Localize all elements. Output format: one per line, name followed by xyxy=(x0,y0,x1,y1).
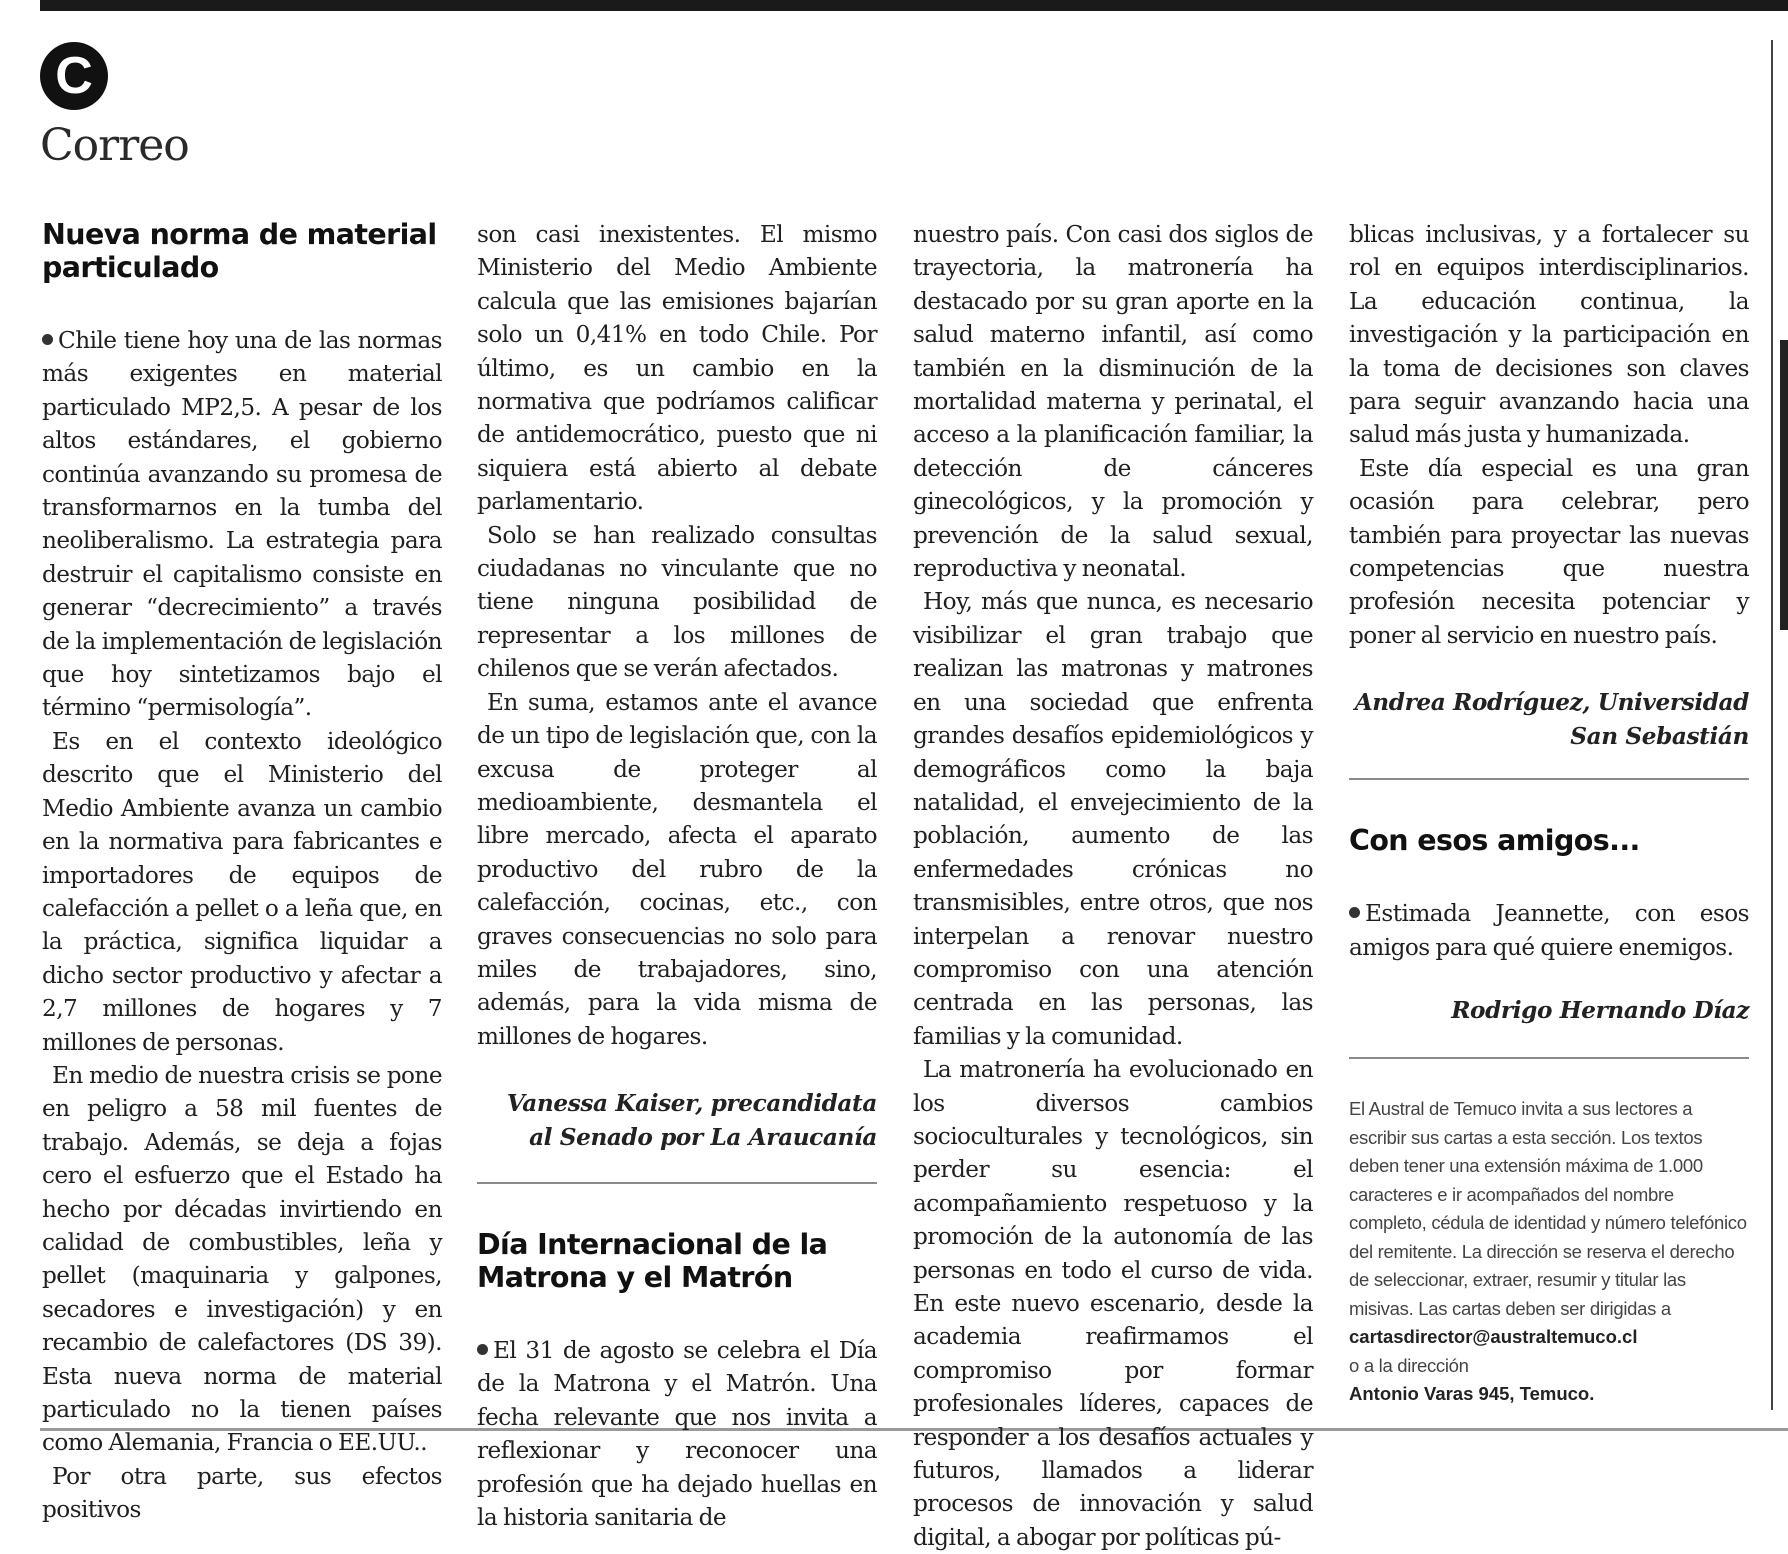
letter-1-paragraph: En suma, estamos ante el avance de un tipo de legislación que, con la excusa de proteger al medioambiente, desmantela el libre mercado, afecta el aparato productivo del rubro de la calefacción, cocinas, etc., con graves consecuencias no solo para miles de trabajadores, sino, además, para la vida misma de millones de hogares. xyxy=(477,688,877,1050)
divider xyxy=(1349,778,1749,780)
submission-note-connector: o a la dirección xyxy=(1349,1354,1469,1376)
bullet-icon xyxy=(42,334,53,345)
letter-2-paragraph: nuestro país. Con casi dos siglos de trayectoria, la matronería ha destacado por su gran aporte en la salud materno infantil, así como también en la disminución de la mortalidad materna y perinatal, el acceso a la planificación familiar, la detección de cánceres ginecológicos, y la promoción y prevención de la salud sexual, reproductiva y neonatal. xyxy=(913,221,1313,583)
column-4 xyxy=(1349,218,1749,1409)
divider xyxy=(477,1182,877,1184)
letter-2-body-continued xyxy=(1349,218,1749,652)
letter-2-signature: Andrea Rodríguez, Universidad San Sebastián xyxy=(1354,689,1749,750)
letter-1-body xyxy=(42,324,442,1527)
column-3 xyxy=(913,218,1313,1554)
letter-1-paragraph: son casi inexistentes. El mismo Ministerio del Medio Ambiente calcula que las emisiones bajarían solo un 0,41% en todo Chile. Por último, es un cambio en la normativa que podríamos calificar de antidemocrático, puesto que ni siquiera está abierto al debate parlamentario. xyxy=(477,221,877,516)
section-title: Correo xyxy=(40,120,189,171)
letter-1-body-continued xyxy=(477,218,877,1053)
top-rule xyxy=(40,0,1788,11)
letter-2-paragraph: blicas inclusivas, y a fortalecer su rol en equipos interdisciplinarios. La educación continua, la investigación y la participación en la toma de decisiones son claves para seguir avanzando hacia una salud más justa y humanizada. xyxy=(1349,221,1749,449)
letter-2-body-continued xyxy=(913,218,1313,1554)
letter-2-paragraph: Este día especial es una gran ocasión para celebrar, pero también para proyectar las nuevas competencias que nuestra profesión necesita potenciar y poner al servicio en nuestro país. xyxy=(1349,454,1749,649)
letter-2-paragraph: Hoy, más que nunca, es necesario visibilizar el gran trabajo que realizan las matronas y matrones en una sociedad que enfrenta grandes desafíos epidemiológicos y demográficos como la baja natalidad, el envejecimiento de la población, aumento de las enfermedades crónicas no transmisibles, entre otros, que nos interpelan a renovar nuestro compromiso con una atención centrada en las personas, las familias y la comunidad. xyxy=(913,588,1313,1050)
letter-1-paragraph: Es en el contexto ideológico descrito que el Ministerio del Medio Ambiente avanza un cambio en la normativa para fabricantes e importadores de equipos de calefacción a pellet o a leña que, en la práctica, significa liquidar a dicho sector productivo y afectar a 2,7 millones de hogares y 7 millones de personas. xyxy=(42,727,442,1056)
section-logo xyxy=(40,42,108,110)
bullet-icon xyxy=(1349,907,1360,918)
letter-2-body xyxy=(477,1334,877,1534)
letter-3-body xyxy=(1349,897,1749,964)
adjacent-page-bar xyxy=(1780,340,1788,630)
letter-2-paragraph: La matronería ha evolucionado en los diversos cambios socioculturales y tecnológicos, sin perder su esencia: el acompañamiento respetuoso y la promoción de la autonomía de las personas en todo el curso de vida. En este nuevo escenario, desde la academia reafirmamos el compromiso por formar profesionales líderes, capaces de responder a los desafíos actuales y futuros, llamados a liderar procesos de innovación y salud digital, a abogar por políticas pú- xyxy=(913,1056,1313,1551)
letter-1-paragraph: Solo se han realizado consultas ciudadanas no vinculante que no tiene ninguna posibilidad de representar a los millones de chilenos que se verán afectados. xyxy=(477,521,877,683)
letter-2-paragraph: El 31 de agosto se celebra el Día de la Matrona y el Matrón. Una fecha relevante que nos invita a reflexionar y reconocer una profesión que ha dejado huellas en la historia sanitaria de xyxy=(477,1336,877,1531)
letter-1-headline: Nueva norma de material particulado xyxy=(42,218,437,284)
divider xyxy=(1349,1057,1749,1059)
column-2 xyxy=(477,218,877,1534)
submission-address: Antonio Varas 945, Temuco. xyxy=(1349,1383,1595,1405)
submission-email: cartasdirector@australtemuco.cl xyxy=(1349,1326,1638,1348)
submission-note xyxy=(1349,1095,1749,1409)
letter-2-headline: Día Internacional de la Matrona y el Matrón xyxy=(477,1227,828,1294)
letter-1-signature: Vanessa Kaiser, precandidata al Senado por La Araucanía xyxy=(506,1090,877,1151)
column-1 xyxy=(42,218,442,1527)
section-logo-letter: C xyxy=(55,47,93,105)
letter-1-paragraph: Chile tiene hoy una de las normas más exigentes en material particulado MP2,5. A pesar de los altos estándares, el gobierno continúa avanzando su promesa de transformarnos en la tumba del neoliberalismo. La estrategia para destruir el capitalismo consiste en generar “decrecimiento” a través de la implementación de legislación que hoy sintetizamos bajo el término “permisología”. xyxy=(42,327,442,722)
letter-1-paragraph: En medio de nuestra crisis se pone en peligro a 58 mil fuentes de trabajo. Además, se deja a fojas cero el esfuerzo que el Estado ha hecho por décadas invirtiendo en calidad de combustibles, leña y pellet (maquinaria y galpones, secadores e investigación) y en recambio de calefactores (DS 39). Esta nueva norma de material particulado no la tienen países como Alemania, Francia o EE.UU.. xyxy=(42,1061,442,1457)
letter-3-signature: Rodrigo Hernando Díaz xyxy=(1451,996,1749,1024)
letter-1-paragraph: Por otra parte, sus efectos positivos xyxy=(42,1462,442,1524)
bullet-icon xyxy=(477,1344,488,1355)
letter-3-headline: Con esos amigos... xyxy=(1349,824,1640,858)
column-edge-rule xyxy=(1771,40,1773,1410)
submission-note-text: El Austral de Temuco invita a sus lectores a escribir sus cartas a esta sección. Los textos deben tener una extensión máxima de 1.000 caracteres e ir acompañados del nombre completo, cédula de identidad y número telefónico del remitente. La dirección se reserva el derecho de seleccionar, extraer, resumir y titular las misivas. Las cartas deben ser dirigidas a xyxy=(1349,1098,1747,1319)
letter-3-paragraph: Estimada Jeannette, con esos amigos para qué quiere enemigos. xyxy=(1349,900,1749,961)
